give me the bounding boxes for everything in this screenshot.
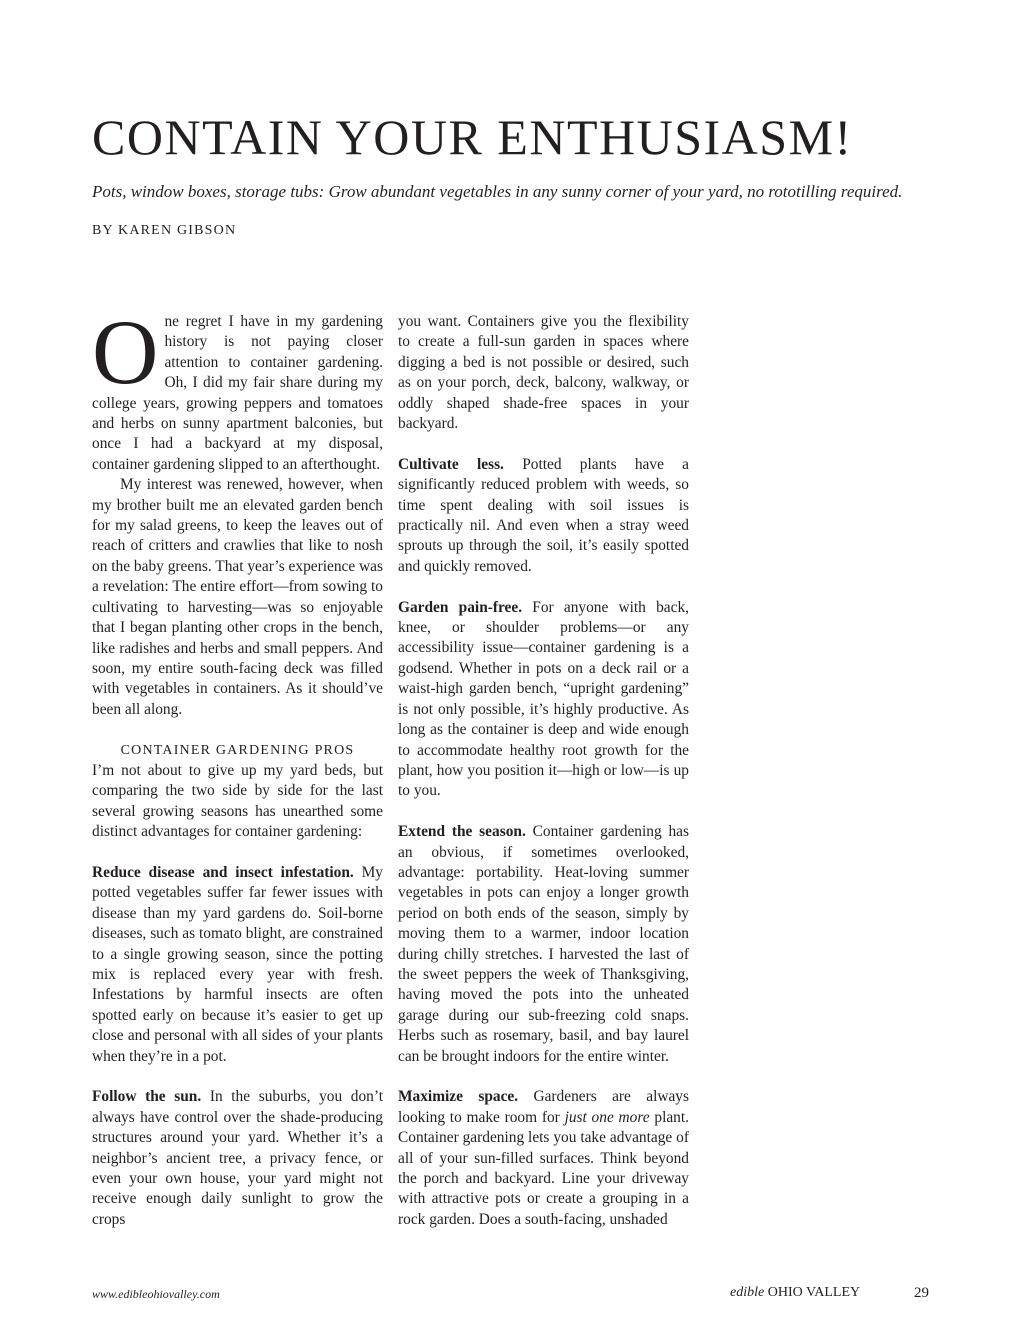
paragraph-interest: My interest was renewed, however, when my brother built me an elevated garden bench for my salad greens, to keep the leaves out of reach of critters and crawlies that like to nosh on the baby greens. That year’s experience was a revelation: The entire effort—from sowing to cultivating to harvesting—was so enjoyable that I began planting other crops in the bench, like radishes and herbs and small peppers. And soon, my entire south-facing deck was filled with vegetables in containers. As it should’ve been all along. [92,476,383,718]
paragraph-body: In the suburbs, you don’t always have control over the shade-producing structures around your yard. Whether it’s a neighbor’s ancient tree, a privacy fence, or even your own house, your yard might not receive enough daily sunlight to grow the crops [92,1088,383,1228]
brand-region: OHIO VALLEY [767,1285,861,1300]
paragraph-reduce-disease [92,863,383,1067]
paragraph-body: For anyone with back, knee, or shoulder problems—or any accessibility issue—container gardening is a godsend. Whether in pots on a deck rail or a waist-high garden bench, “upright gardening” is not only possible, it’s highly productive. As long as the container is deep and wide enough to accommodate healthy root growth for the plant, how you position it—high or low—is up to you. [398,598,689,800]
paragraph-extend-season [398,822,689,1067]
article-title: CONTAIN YOUR ENTHUSIASM! [92,109,853,165]
paragraph-body: Potted plants have a significantly reduced problem with weeds, so time spent dealing with soil issues is practically nil. And even when a stray weed sprouts up through the soil, it’s easily spotted and quickly removed. [398,455,690,575]
paragraph-advantages: I’m not about to give up my yard beds, but comparing the two side by side for the last several growing seasons has unearthed some distinct advantages for container gardening: [92,761,383,841]
paragraph-cultivate-less [398,455,689,577]
intro-text: ne regret I have in my gardening history is not paying closer attention to container gardening. Oh, I did my fair share during my college years, growing peppers and tomatoes and herbs on sunny apartment balconies, but once I had a backyard at my disposal, container gardening slipped to an afterthought. [92,313,383,473]
paragraph-follow-sun [92,1087,383,1230]
article-subtitle: Pots, window boxes, storage tubs: Grow abundant vegetables in any sunny corner of your yard, no rototilling required. [92,182,903,201]
paragraph-body: My potted vegetables suffer far fewer issues with disease than my yard gardens do. Soil-borne diseases, such as tomato blight, are constrained to a single growing season, since the potting mix is replaced every year with fresh. Infestations by harmful insects are often spotted early on because it’s easier to get up close and personal with all sides of your plants when they’re in a pot. [92,863,383,1065]
paragraph-body: Gardeners are always looking to make room for [398,1088,689,1126]
lead-in: Reduce disease and insect infestation. [92,863,354,881]
lead-in: Follow the sun. [92,1088,202,1106]
paragraph-continued: you want. Containers give you the flexibility to create a full-sun garden in spaces where digging a bed is not possible or desired, such as on your porch, deck, balcony, walkway, or oddly shaped shade-free spaces in your backyard. [398,313,689,433]
lead-in: Maximize space. [398,1088,519,1106]
lead-in: Extend the season. [398,823,526,841]
footer-brand [730,1285,860,1301]
section-heading: CONTAINER GARDENING PROS [120,742,355,758]
lead-in: Garden pain-free. [398,598,523,616]
left-column [92,301,383,1230]
right-column [398,312,689,1230]
drop-cap: O [92,301,159,403]
lead-in: Cultivate less. [398,455,504,473]
paragraph-garden-pain-free [398,598,689,802]
byline: BY KAREN GIBSON [92,223,237,238]
paragraph-maximize-space [398,1087,689,1230]
footer-url[interactable]: www.edibleohiovalley.com [92,1287,220,1301]
paragraph-body: Container gardening has an obvious, if sometimes overlooked, advantage: portability. Heat-loving summer vegetables in pots can enjoy a longer growth period on both ends of the season, simply by moving them to a warmer, indoor location during chilly stretches. I harvested the last of the sweet peppers the week of Thanksgiving, having moved the pots into the unheated garage during our sub-freezing cold snaps. Herbs such as rosemary, basil, and bay laurel can be brought indoors for the entire winter. [398,823,689,1065]
brand-edible: edible [730,1285,765,1300]
page-number: 29 [914,1285,929,1301]
emphasis: just one more [564,1108,650,1126]
paragraph-body: plant. Container gardening lets you take advantage of all of your sun-filled surfaces. Think beyond the porch and backyard. Line your driveway with attractive pots or create a grouping in a rock garden. Does a south-facing, unshaded [398,1108,689,1228]
intro-paragraph [92,301,383,475]
